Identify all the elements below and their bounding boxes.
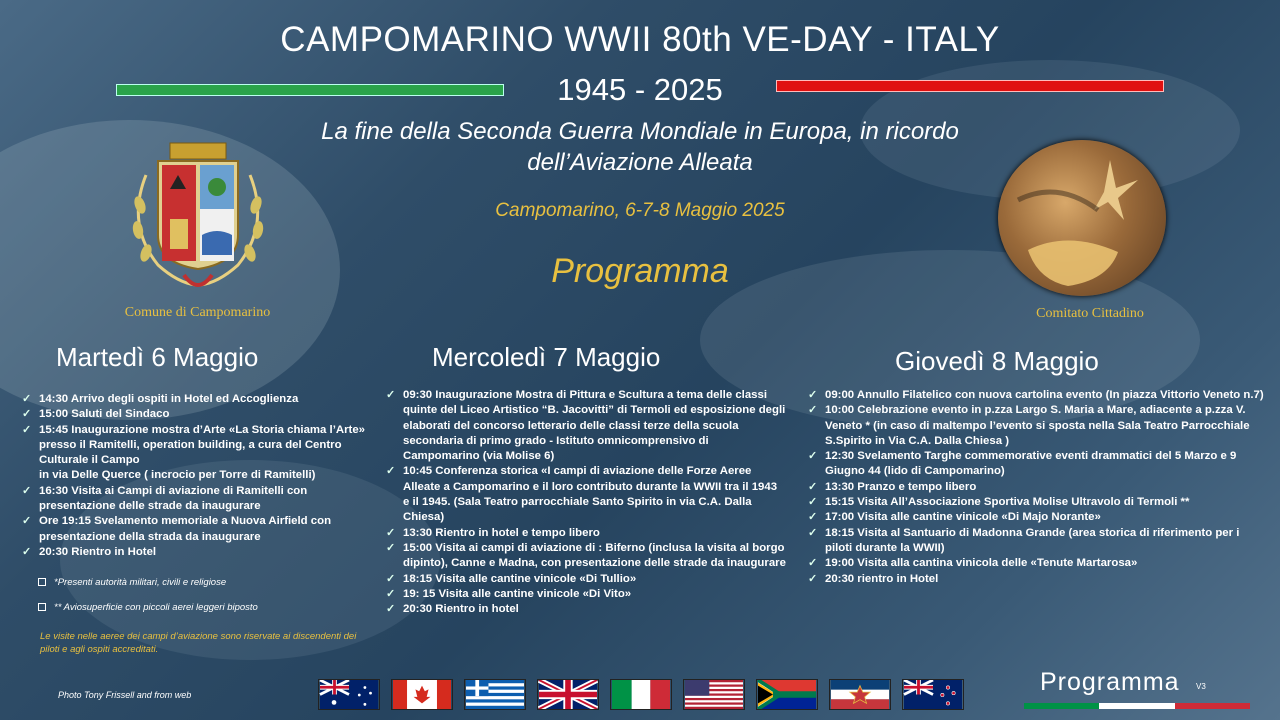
day-heading-tuesday: Martedì 6 Maggio	[56, 342, 259, 372]
list-item: ✓ 20:30 rientro in Hotel	[808, 572, 1268, 587]
check-icon: ✓	[808, 496, 818, 509]
list-item: ✓ 10:00 Celebrazione evento in p.zza Largo S. Maria a Mare, adiacente a p.zza V. Veneto * (in caso di maltempo l’evento si sposta nella Sala Teatro Parrocchiale S.Spirito in Via C.A. Dalla Chiesa )	[808, 404, 1250, 447]
list-item: ✓ Ore 19:15 Svelamento memoriale a Nuova Airfield con presentazione della strada da inaugurare	[22, 515, 332, 543]
uk-flag	[537, 679, 599, 710]
list-item: ✓ 18:15 Visita alle cantine vinicole «Di Tullio»	[386, 572, 786, 587]
usa-flag	[683, 679, 745, 710]
check-icon: ✓	[386, 541, 396, 554]
checkbox-icon	[38, 578, 46, 586]
programma-heading: Programma	[551, 252, 729, 290]
check-icon: ✓	[808, 389, 818, 401]
list-item: ✓ 20:30 Rientro in Hotel	[22, 545, 382, 560]
note-1: *Presenti autorità militari, civili e religiose	[38, 577, 378, 588]
access-note: Le visite nelle aeree dei campi d’aviazione sono riservate ai discendenti dei piloti e agli ospiti accreditati.	[40, 631, 357, 655]
list-item: ✓ 12:30 Svelamento Targhe commemorative eventi drammatici del 5 Marzo e 9 Giugno 44 (lido di Campomarino)	[808, 450, 1237, 478]
check-icon: ✓	[808, 557, 818, 570]
check-icon: ✓	[808, 572, 818, 585]
photo-credit: Photo Tony Frissell and from web	[58, 690, 192, 700]
check-icon: ✓	[386, 526, 396, 539]
check-icon: ✓	[386, 572, 396, 585]
schedule-tuesday	[22, 392, 382, 560]
list-item: ✓ 20:30 Rientro in hotel	[386, 602, 786, 617]
canada-flag	[391, 679, 453, 710]
schedule-thursday	[808, 388, 1268, 587]
check-icon: ✓	[386, 465, 396, 478]
day-heading-wednesday: Mercoledì 7 Maggio	[432, 342, 661, 372]
allied-flags	[318, 679, 964, 711]
greece-flag	[464, 679, 526, 710]
day-heading-thursday: Giovedì 8 Maggio	[895, 346, 1099, 376]
list-item: ✓ 09:30 Inaugurazione Mostra di Pittura e Scultura a tema delle classi quinte del Liceo Artistico “B. Jacovitti” di Termoli ed esposizione degli elaborati del concorso letterario delle classi terze della scuola secondaria di primo grado - Istituto omnicomprensivo di Campomarino (via Molise 6)	[386, 389, 786, 463]
list-item: ✓ 15:45 Inaugurazione mostra d’Arte «La Storia chiama l’Arte» presso il Ramitelli, operation building, a cura del Centro Culturale il Campo in via Delle Querce ( incrocio per Torre di Ramitelli)	[22, 423, 366, 482]
check-icon: ✓	[386, 587, 396, 600]
list-item: ✓ 10:45 Conferenza storica «I campi di aviazione delle Forze Aeree Alleate a Campomarino e il loro contributo durante la WWII tra il 1943 e il 1945. (Sala Teatro parrocchiale Santo Spirito in via C.A. Dalla Chiesa)	[386, 465, 778, 524]
footer-tricolor	[1024, 703, 1250, 709]
subtitle-line-1: La fine della Seconda Guerra Mondiale in Europa, in ricordo	[321, 118, 959, 145]
check-icon: ✓	[22, 393, 32, 405]
list-item: ✓ 09:00 Annullo Filatelico con nuova cartolina evento (In piazza Vittorio Veneto n.7)	[808, 388, 1268, 403]
schedule-wednesday	[386, 388, 786, 617]
south-africa-flag	[756, 679, 818, 710]
check-icon: ✓	[808, 526, 818, 539]
list-item: ✓ 13:30 Rientro in hotel e tempo libero	[386, 526, 786, 541]
notes	[38, 577, 378, 627]
years-heading: 1945 - 2025	[557, 72, 723, 107]
comitato-medal-icon	[998, 140, 1166, 296]
list-item: ✓ 18:15 Visita al Santuario di Madonna Grande (area storica di riferimento per i piloti durante la WWII)	[808, 526, 1240, 554]
list-item: ✓ 16:30 Visita ai Campi di aviazione di Ramitelli con presentazione delle strade da inaugurare	[22, 484, 308, 513]
check-icon: ✓	[808, 450, 818, 463]
check-icon: ✓	[22, 423, 32, 436]
comitato-label: Comitato Cittadino	[1036, 306, 1144, 321]
subtitle	[250, 116, 1030, 178]
note-2: ** Aviosuperficie con piccoli aerei leggeri biposto	[38, 602, 378, 613]
list-item: ✓ 17:00 Visita alle cantine vinicole «Di Majo Norante»	[808, 510, 1268, 525]
checkbox-icon	[38, 603, 46, 611]
comune-crest-icon	[118, 135, 278, 295]
check-icon: ✓	[22, 515, 32, 528]
version-label: V3	[1196, 682, 1206, 691]
list-item: ✓ 19: 15 Visita alle cantine vinicole «Di Vito»	[386, 587, 786, 602]
footer-programma: Programma	[1040, 668, 1180, 696]
check-icon: ✓	[808, 511, 818, 524]
australia-flag	[318, 679, 380, 710]
list-item: ✓ 15:15 Visita All’Associazione Sportiva Molise Ultravolo di Termoli **	[808, 495, 1268, 510]
list-item: ✓ 15:00 Saluti del Sindaco	[22, 407, 382, 422]
italy-flag	[610, 679, 672, 710]
yugoslavia-flag	[829, 679, 891, 710]
comune-label: Comune di Campomarino	[124, 305, 271, 320]
check-icon: ✓	[22, 484, 32, 497]
list-item: ✓ 19:00 Visita alla cantina vinicola delle «Tenute Martarosa»	[808, 556, 1268, 571]
subtitle-line-2: dell’Aviazione Alleata	[527, 149, 753, 176]
page-title: CAMPOMARINO WWII 80th VE-DAY - ITALY	[280, 20, 1000, 59]
event-place-dates: Campomarino, 6-7-8 Maggio 2025	[495, 200, 785, 221]
check-icon: ✓	[386, 389, 396, 401]
list-item: ✓ 13:30 Pranzo e tempo libero	[808, 480, 1268, 495]
new-zealand-flag	[902, 679, 964, 710]
check-icon: ✓	[808, 480, 818, 493]
check-icon: ✓	[22, 545, 32, 558]
check-icon: ✓	[386, 603, 396, 616]
list-item: ✓ 15:00 Visita ai campi di aviazione di : Biferno (inclusa la visita al borgo dipinto), Canne e Madna, con presentazione delle strade da inaugurare	[386, 541, 786, 570]
check-icon: ✓	[22, 408, 32, 421]
list-item: ✓ 14:30 Arrivo degli ospiti in Hotel ed Accoglienza	[22, 392, 382, 407]
check-icon: ✓	[808, 404, 818, 417]
